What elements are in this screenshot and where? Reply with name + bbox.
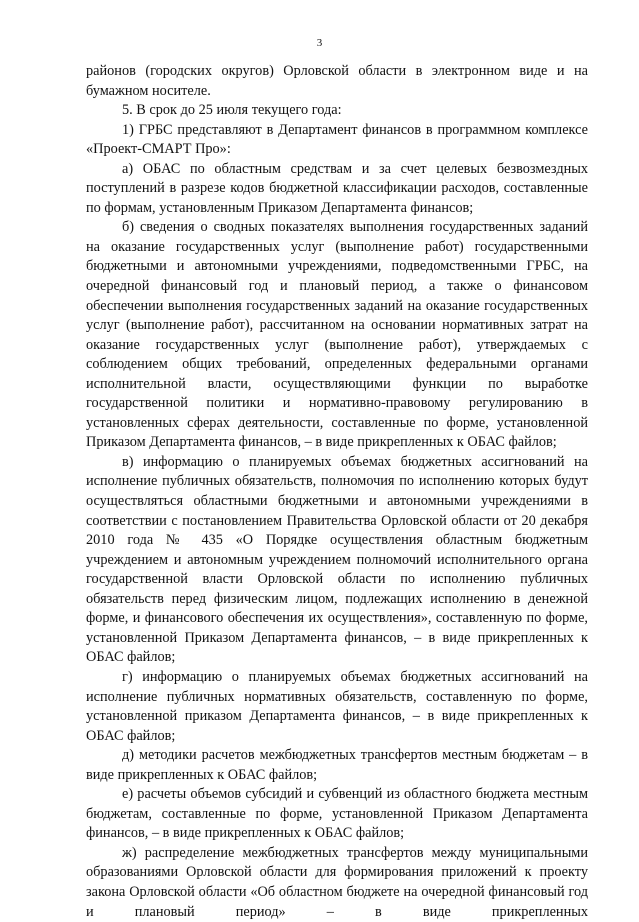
- paragraph: а) ОБАС по областным средствам и за счет целевых безвозмездных поступлений в разрезе кодов бюджетной классификации расходов, составленные по формам, установленным Приказом Департамента финансов;: [86, 160, 588, 216]
- paragraph: г) информацию о планируемых объемах бюджетных ассигнований на исполнение публичных нормативных обязательств, составленную по форме, установленной приказом Департамента финансов, – в виде прикрепленных к ОБАС файлов;: [86, 668, 588, 744]
- paragraph: д) методики расчетов межбюджетных трансфертов местным бюджетам – в виде прикрепленных к ОБАС файлов;: [86, 747, 588, 783]
- paragraph: районов (городских округов) Орловской области в электронном виде и на бумажном носителе.: [86, 63, 588, 99]
- paragraph: 5. В срок до 25 июля текущего года:: [122, 102, 342, 119]
- page-number: 3: [316, 37, 323, 49]
- paragraph: 1) ГРБС представляют в Департамент финансов в программном комплексе «Проект-СМАРТ Про»:: [86, 121, 588, 158]
- paragraph: в) информацию о планируемых объемах бюджетных ассигнований на исполнение публичных обязательств, полномочия по исполнению которых будут осуществляться областными бюджетными и автономными учреждениями в соответствии с постановлением Правительства Орловской области от 20 декабря 2010 года № 435 «О Порядке осуществления областным бюджетным учреждением и автономным учреждением полномочий исполнительного органа государственной власти Орловской области по исполнению публичных обязательств перед физическим лицом, подлежащих исполнению в денежной форме, и финансового обеспечения их осуществления», составленную по форме, установленной Приказом Департамента финансов, – в виде прикрепленных к ОБАС файлов;: [86, 453, 588, 666]
- paragraph: е) расчеты объемов субсидий и субвенций из областного бюджета местным бюджетам, составленные по форме, установленной Приказом Департамента финансов, – в виде прикрепленных к ОБАС файлов;: [86, 786, 588, 842]
- document-body: [86, 62, 588, 922]
- paragraph: ж) распределение межбюджетных трансфертов между муниципальными образованиями Орловской области для формирования приложений к проекту закона Орловской области «Об областном бюджете на очередной финансовый год и плановый период» – в виде прикрепленных: [86, 844, 588, 920]
- paragraph: б) сведения о сводных показателях выполнения государственных заданий на оказание государственных услуг (выполнение работ) государственными бюджетными и автономными учреждениями, подведомственными ГРБС, на очередной финансовый год и плановый период, а также о финансовом обеспечении выполнения государственных заданий на оказание государственных услуг (выполнение работ), рассчитанном на основании нормативных затрат на оказание государственных услуг (выполнение работ), утверждаемых с соблюдением общих требований, определенных федеральными органами исполнительной власти, осуществляющими функции по выработке государственной политики и нормативно-правовому регулированию в установленных сферах деятельности, составленные по форме, установленной Приказом Департамента финансов, – в виде прикрепленных к ОБАС файлов;: [86, 219, 588, 451]
